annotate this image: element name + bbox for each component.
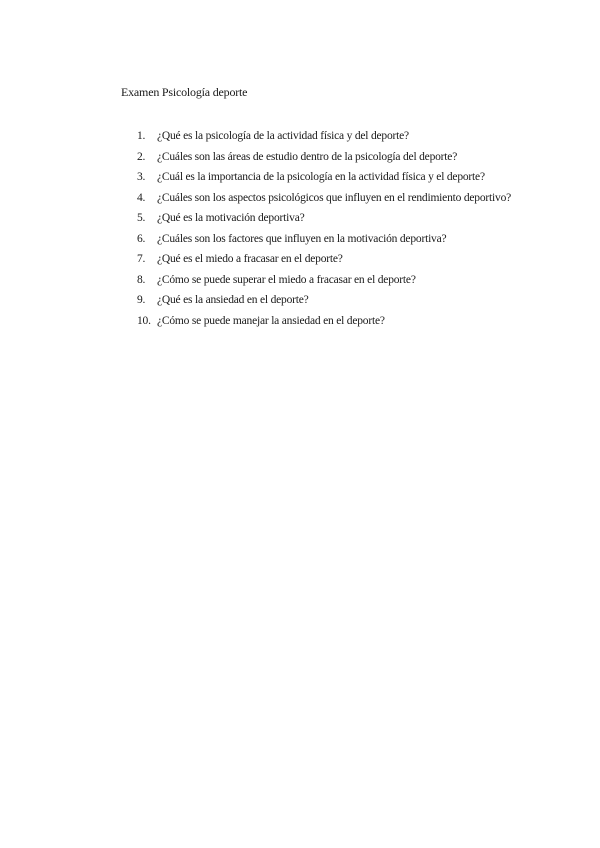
question-item-8 [121,270,542,291]
question-text: ¿Cuál es la importancia de la psicología en la actividad física y el deporte? [157,171,485,183]
question-number: 1. [137,130,146,142]
question-text: ¿Qué es la psicología de la actividad física y del deporte? [157,130,409,142]
question-list [121,126,542,331]
question-item-9 [121,290,542,311]
question-item-1 [121,126,542,147]
question-number: 7. [137,253,146,265]
question-text: ¿Cuáles son los aspectos psicológicos que influyen en el rendimiento deportivo? [157,191,512,204]
question-number: 6. [137,232,146,245]
question-text: ¿Qué es la motivación deportiva? [157,212,305,224]
question-number: 9. [137,294,146,306]
question-item-2 [121,147,542,168]
question-text: ¿Qué es la ansiedad en el deporte? [157,294,309,306]
question-number: 8. [137,273,146,286]
question-text: ¿Cómo se puede superar el miedo a fracasar en el deporte? [157,273,416,286]
question-number: 2. [137,150,146,163]
question-text: ¿Cuáles son los factores que influyen en la motivación deportiva? [157,232,447,245]
question-number: 5. [137,212,146,224]
question-item-3 [121,167,542,188]
question-text: ¿Cuáles son las áreas de estudio dentro de la psicología del deporte? [157,150,458,163]
question-number: 4. [137,191,146,204]
question-item-10 [121,311,542,332]
document-title: Examen Psicología deporte [121,85,248,99]
question-item-5 [121,208,542,229]
question-item-7 [121,249,542,270]
question-number: 3. [137,171,146,183]
question-number: 10. [137,314,151,327]
question-text: ¿Qué es el miedo a fracasar en el deporte? [157,253,343,265]
question-item-6 [121,229,542,250]
question-item-4 [121,188,542,209]
question-text: ¿Cómo se puede manejar la ansiedad en el deporte? [157,314,385,327]
